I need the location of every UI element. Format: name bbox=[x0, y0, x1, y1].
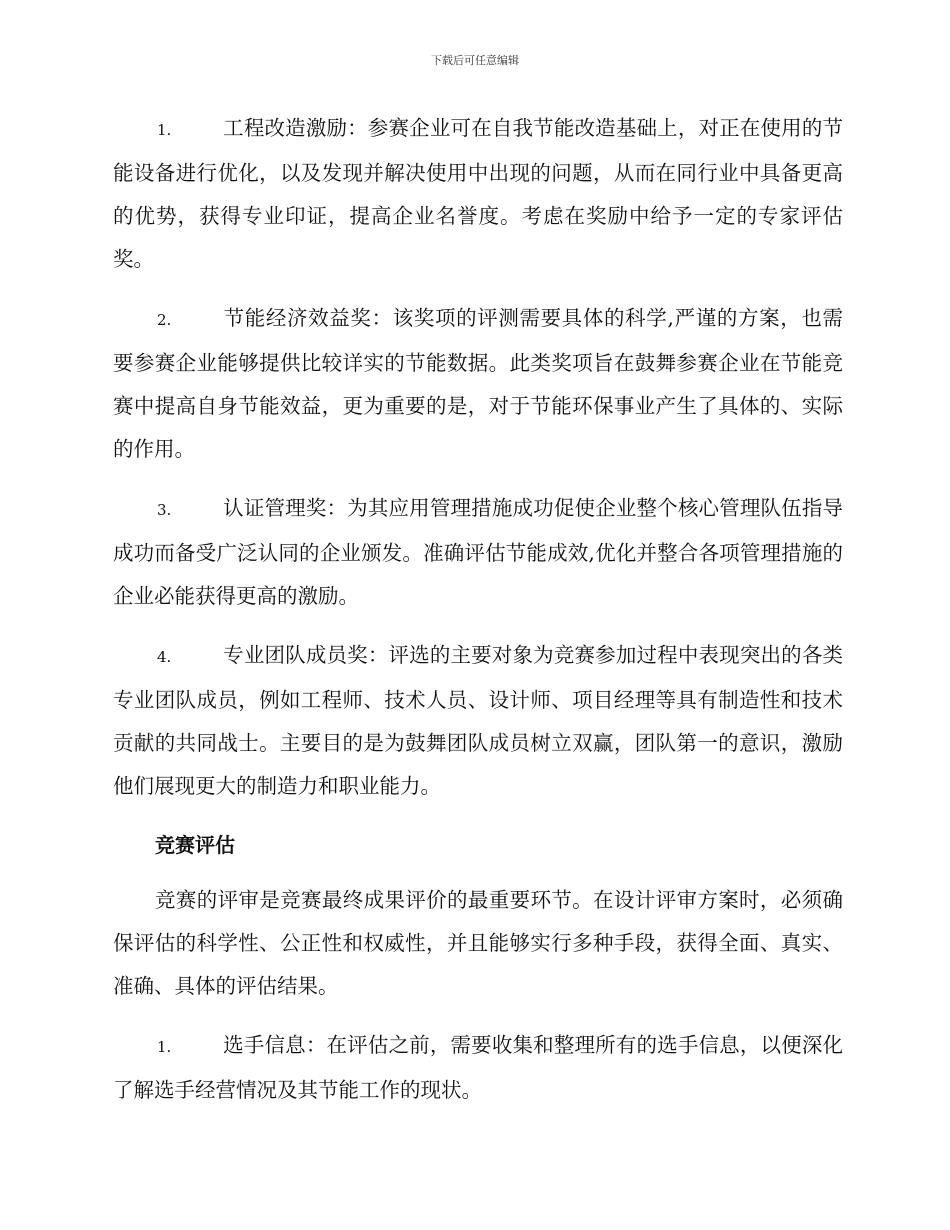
list-item-team-member-award bbox=[113, 634, 843, 808]
list-number: 2. bbox=[157, 311, 172, 329]
page-header: 下载后可任意编辑 bbox=[431, 54, 519, 67]
list-item-text: 节能经济效益奖：该奖项的评测需要具体的科学,严谨的方案，也需要参赛企业能够提供比较详实的节能数据。此类奖项旨在鼓舞参赛企业在节能竞赛中提高自身节能效益，更为重要的是，对于节能环保事业产生了具体的、实际的作用。 bbox=[113, 306, 843, 461]
section-heading: 竞赛评估 bbox=[155, 833, 235, 857]
document-body bbox=[113, 107, 843, 1128]
list-number: 1. bbox=[157, 121, 172, 139]
list-number: 4. bbox=[157, 648, 172, 666]
list-item-text: 选手信息：在评估之前，需要收集和整理所有的选手信息，以便深化了解选手经营情况及其节能工作的现状。 bbox=[113, 1033, 843, 1102]
list-item-text: 工程改造激励：参赛企业可在自我节能改造基础上，对正在使用的节能设备进行优化，以及发现并解决使用中出现的问题，从而在同行业中具备更高的优势，获得专业印证，提高企业名誉度。考虑在奖励中给予一定的专家评估奖。 bbox=[113, 116, 843, 271]
list-item-contestant-info bbox=[113, 1024, 843, 1112]
list-item-text: 认证管理奖：为其应用管理措施成功促使企业整个核心管理队伍指导成功而备受广泛认同的企业颁发。准确评估节能成效,优化并整合各项管理措施的企业必能获得更高的激励。 bbox=[113, 496, 843, 608]
list-item-engineering-award bbox=[113, 107, 843, 281]
list-item-text: 专业团队成员奖：评选的主要对象为竞赛参加过程中表现突出的各类专业团队成员，例如工程师、技术人员、设计师、项目经理等具有制造性和技术贡献的共同战士。主要目的是为鼓舞团队成员树立双赢，团队第一的意识，激励他们展现更大的制造力和职业能力。 bbox=[113, 643, 843, 798]
list-number: 3. bbox=[157, 501, 172, 519]
list-number: 1. bbox=[157, 1038, 172, 1056]
list-item-economic-benefit-award bbox=[113, 297, 843, 471]
list-item-management-award bbox=[113, 487, 843, 618]
section-intro-paragraph: 竞赛的评审是竞赛最终成果评价的最重要环节。在设计评审方案时，必须确保评估的科学性、公正性和权威性，并且能够实行多种手段，获得全面、真实、准确、具体的评估结果。 bbox=[113, 888, 843, 998]
